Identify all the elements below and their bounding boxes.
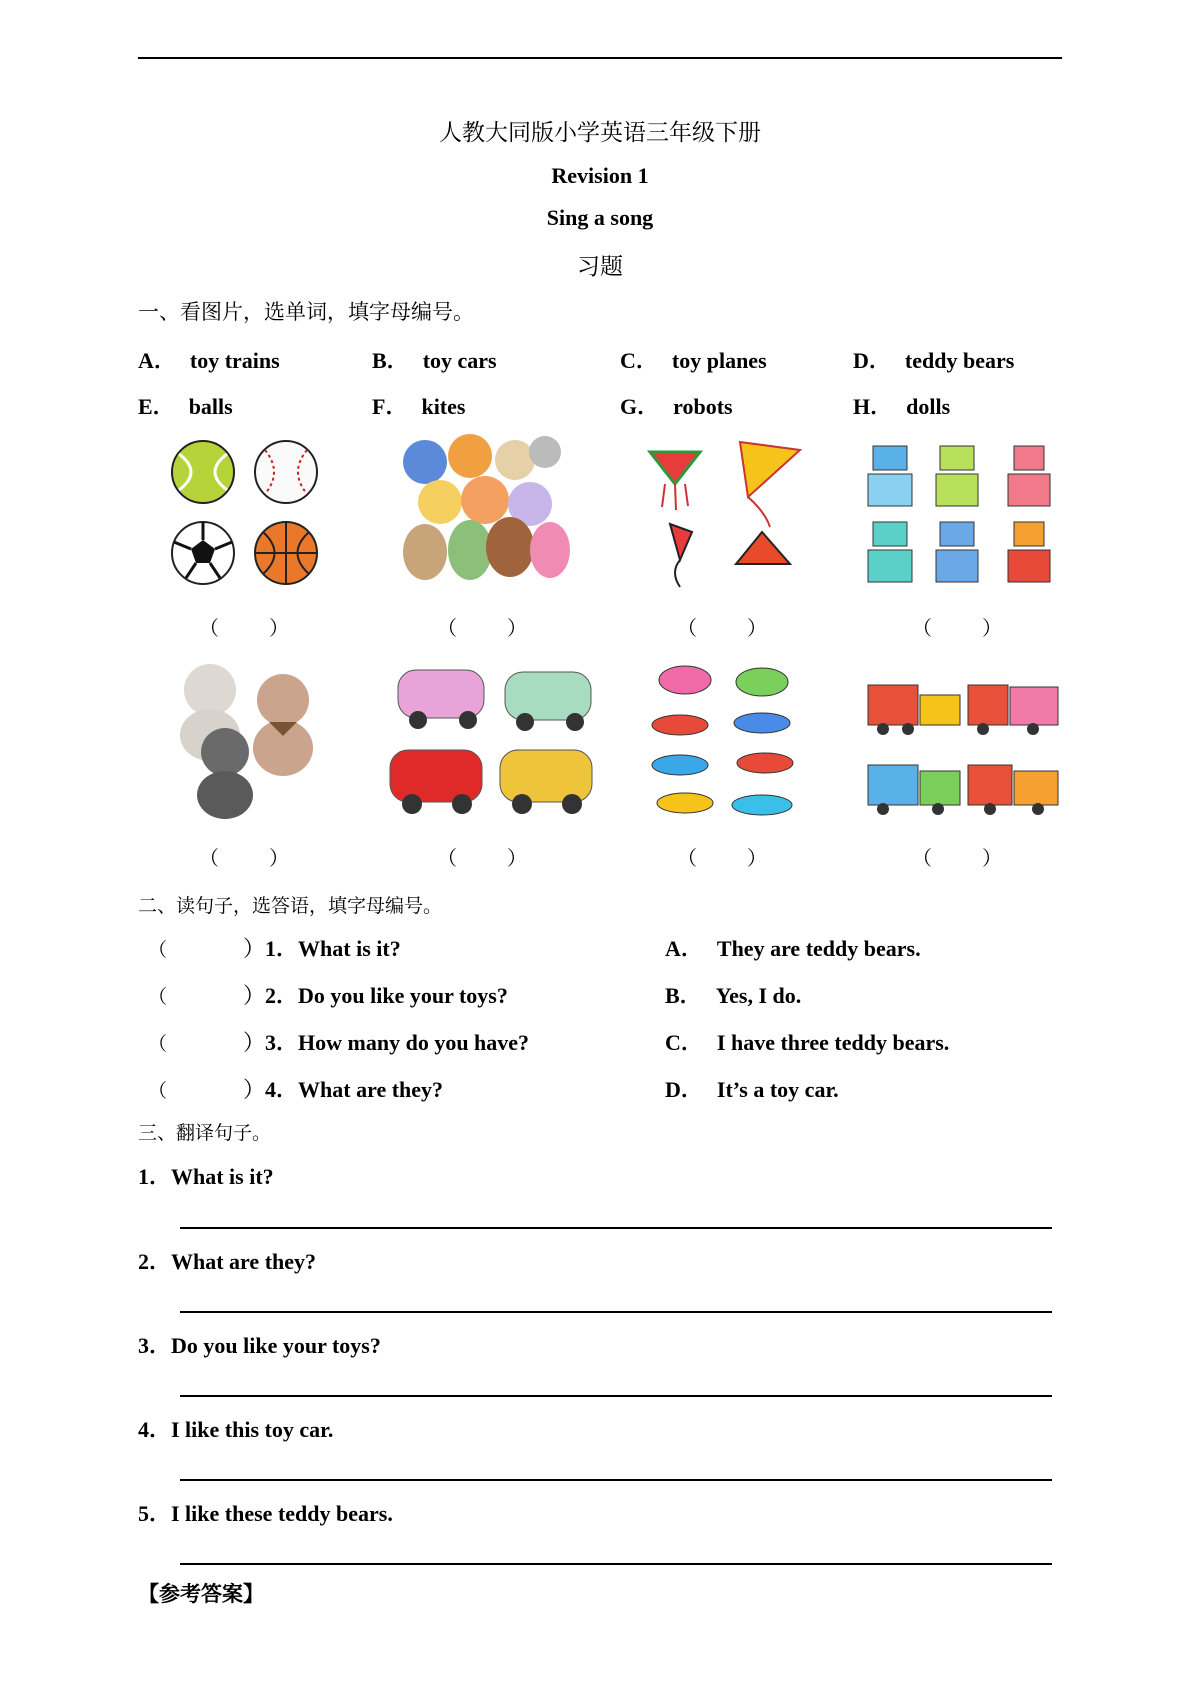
- translate-item-5: 5．I like these teddy bears.: [138, 1501, 393, 1526]
- reply-a: A． They are teddy bears.: [665, 936, 921, 961]
- exercise-title: 习题: [577, 254, 623, 280]
- translate-item-4: 4．I like this toy car.: [138, 1417, 334, 1442]
- answer-blank-toy-cars[interactable]: （ ）: [437, 846, 527, 870]
- option-b: B． toy cars: [372, 348, 497, 373]
- answer-blank-balls[interactable]: （ ）: [199, 616, 289, 640]
- answer-blank-robots[interactable]: （ ）: [912, 616, 1002, 640]
- translate-item-2: 2．What are they?: [138, 1249, 317, 1274]
- answer-blank-toy-trains[interactable]: （ ）: [912, 846, 1002, 870]
- lesson-title: Sing a song: [546, 205, 654, 230]
- teddy-bears-picture: [165, 660, 330, 820]
- answer-key-heading: 【参考答案】: [138, 1582, 264, 1606]
- answer-line-2[interactable]: [180, 1311, 1052, 1313]
- kites-picture: [640, 432, 820, 592]
- worksheet-title: 人教大同版小学英语三年级下册: [439, 120, 761, 146]
- answer-line-1[interactable]: [180, 1227, 1052, 1229]
- dolls-picture: [395, 432, 575, 590]
- balls-picture: [165, 432, 325, 592]
- section3-heading: 三、翻译句子。: [138, 1122, 272, 1144]
- answer-blank-toy-planes[interactable]: （ ）: [677, 846, 767, 870]
- toy-cars-picture: [380, 658, 605, 823]
- answer-blank-dolls[interactable]: （ ）: [437, 616, 527, 640]
- question-1: （ ）1．What is it?: [148, 936, 401, 961]
- option-h: H． dolls: [853, 394, 951, 419]
- reply-d: D． It’s a toy car.: [665, 1077, 839, 1102]
- option-g: G． robots: [620, 394, 733, 419]
- question-3: （ ）3．How many do you have?: [148, 1030, 530, 1055]
- option-d: D． teddy bears: [853, 348, 1015, 373]
- answer-blank-kites[interactable]: （ ）: [677, 616, 767, 640]
- translate-item-1: 1．What is it?: [138, 1164, 274, 1189]
- toy-trains-picture: [858, 665, 1068, 825]
- option-c: C． toy planes: [620, 348, 767, 373]
- top-rule: [138, 57, 1062, 59]
- reply-b: B． Yes, I do.: [665, 983, 802, 1008]
- question-4: （ ）4．What are they?: [148, 1077, 444, 1102]
- answer-line-5[interactable]: [180, 1563, 1052, 1565]
- answer-line-3[interactable]: [180, 1395, 1052, 1397]
- section1-heading: 一、看图片，选单词，填字母编号。: [138, 300, 474, 324]
- translate-item-3: 3．Do you like your toys?: [138, 1333, 381, 1358]
- question-2: （ ）2．Do you like your toys?: [148, 983, 508, 1008]
- robots-picture: [858, 436, 1058, 594]
- reply-c: C． I have three teddy bears.: [665, 1030, 950, 1055]
- toy-planes-picture: [650, 655, 802, 823]
- unit-title: Revision 1: [551, 163, 649, 188]
- answer-line-4[interactable]: [180, 1479, 1052, 1481]
- section2-heading: 二、读句子，选答语，填字母编号。: [138, 895, 443, 917]
- answer-blank-teddy-bears[interactable]: （ ）: [199, 846, 289, 870]
- option-a: A． toy trains: [138, 348, 280, 373]
- option-e: E． balls: [138, 394, 233, 419]
- option-f: F． kites: [372, 394, 466, 419]
